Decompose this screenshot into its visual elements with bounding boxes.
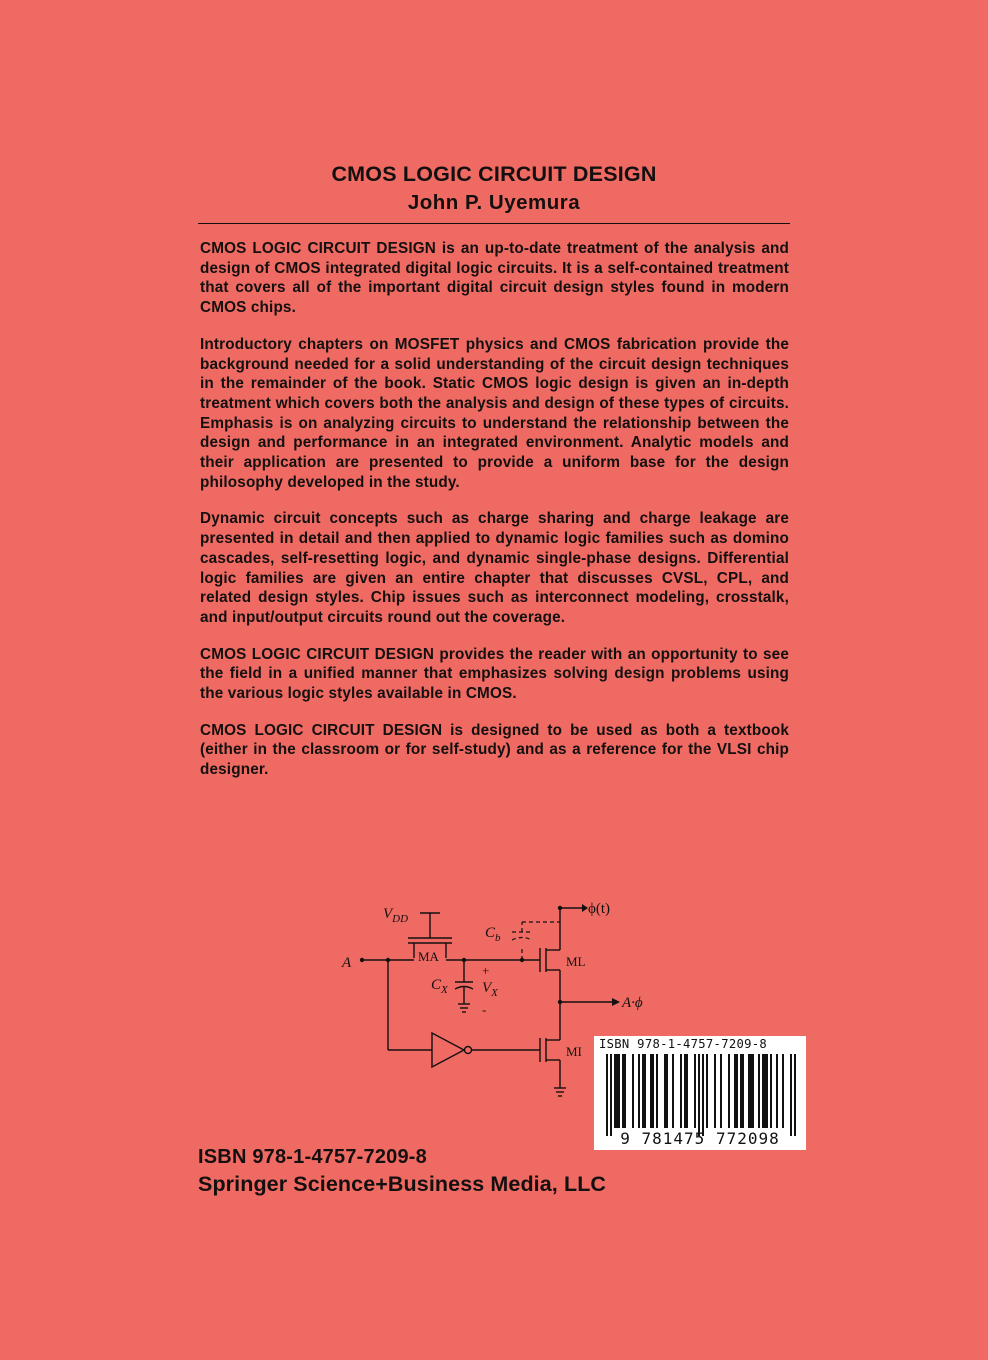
barcode-bar: [686, 1054, 688, 1128]
input-a-label: A: [342, 955, 352, 971]
barcode-bar: [734, 1054, 736, 1128]
barcode-bar: [782, 1054, 784, 1128]
barcode-bar: [702, 1054, 704, 1136]
barcode-bar: [666, 1054, 668, 1128]
barcode-bar: [638, 1054, 640, 1128]
description-paragraph: CMOS LOGIC CIRCUIT DESIGN is designed to be used as both a textbook (either in the classroom or for self-study) and as a reference for the VLSI chip designer.: [200, 721, 789, 779]
footer-isbn: ISBN 978-1-4757-7209-8: [198, 1146, 427, 1168]
barcode-bar: [684, 1054, 686, 1128]
barcode-bar: [720, 1054, 722, 1128]
barcode-bar: [610, 1054, 612, 1136]
barcode-bar: [664, 1054, 666, 1128]
output-label: A·ϕ: [622, 995, 643, 1011]
barcode-bar: [606, 1054, 608, 1136]
barcode-isbn-text: ISBN 978-1-4757-7209-8: [599, 1037, 768, 1051]
barcode-bar: [632, 1054, 634, 1128]
barcode-bar: [748, 1054, 750, 1128]
vdd-label: $V_{DD}$: [383, 906, 409, 925]
publisher: Springer Science+Business Media, LLC: [198, 1172, 607, 1196]
book-title: CMOS LOGIC CIRCUIT DESIGN: [331, 162, 657, 186]
barcode-bar: [776, 1054, 778, 1128]
barcode-bar: [642, 1054, 644, 1128]
barcode-bar: [656, 1054, 658, 1128]
barcode-bar: [770, 1054, 772, 1128]
vx-plus: +: [482, 963, 490, 978]
barcode-bar: [794, 1054, 796, 1136]
barcode-bar: [616, 1054, 618, 1128]
circuit-diagram: [330, 895, 643, 1105]
barcode-bar: [652, 1054, 654, 1128]
barcode-bar: [742, 1054, 744, 1128]
barcode-bar: [624, 1054, 626, 1128]
barcode-bar: [752, 1054, 754, 1128]
description-paragraph: Introductory chapters on MOSFET physics and CMOS fabrication provide the background needed for a solid understanding of the circuit design techniques in the remainder of the book. Static CMOS logic design is given an in-depth treatment which covers both the analysis and design of these types of circuits. Emphasis is on analyzing circuits to understand the relationship between the design and performance in an integrated environment. Analytic models and their application are presented to provide a uniform base for the design philosophy developed in the study.: [200, 335, 789, 491]
barcode-bar: [706, 1054, 708, 1128]
mi-label: MI: [566, 1044, 582, 1059]
barcode-bar: [618, 1054, 620, 1128]
vx-label: $V_X$: [482, 980, 498, 999]
barcode-bar: [614, 1054, 616, 1128]
barcode-digits: 9 781475 772098: [620, 1129, 780, 1148]
barcode-bar: [766, 1054, 768, 1128]
ml-label: ML: [566, 954, 586, 969]
barcode-bar: [622, 1054, 624, 1128]
barcode-bar: [740, 1054, 742, 1128]
title-divider: [198, 223, 790, 224]
cx-label: $C_X$: [431, 977, 448, 996]
barcode-bar: [728, 1054, 730, 1128]
ma-label: MA: [418, 949, 439, 964]
barcode-bar: [750, 1054, 752, 1128]
barcode-bar: [680, 1054, 682, 1128]
barcode-bar: [764, 1054, 766, 1128]
barcode-bar: [762, 1054, 764, 1128]
barcode-bar: [790, 1054, 792, 1136]
barcode-bar: [694, 1054, 696, 1128]
barcode-bar: [714, 1054, 716, 1128]
phi-t-label: ϕ(t): [588, 901, 611, 917]
book-author: John P. Uyemura: [407, 191, 581, 214]
barcode: [594, 1036, 806, 1150]
barcode-bar: [672, 1054, 674, 1128]
barcode-bar: [644, 1054, 646, 1128]
description-paragraph: CMOS LOGIC CIRCUIT DESIGN provides the reader with an opportunity to see the field in a unified manner that emphasizes solving design problems using the various logic styles available in CMOS.: [200, 645, 789, 703]
barcode-bar: [758, 1054, 760, 1128]
description-paragraph: CMOS LOGIC CIRCUIT DESIGN is an up-to-date treatment of the analysis and design of CMOS integrated digital logic circuits. It is a self-contained treatment that covers all of the important digital circuit design styles found in modern CMOS chips.: [200, 240, 789, 317]
barcode-bar: [650, 1054, 652, 1128]
barcode-bar: [698, 1054, 700, 1136]
description: [200, 239, 789, 797]
cb-label: $C_b$: [485, 925, 501, 944]
description-paragraph: Dynamic circuit concepts such as charge sharing and charge leakage are presented in detail and then applied to dynamic logic families such as domino cascades, self-resetting logic, and dynamic single-phase designs. Differential logic families are given an entire chapter that discusses CVSL, CPL, and related design styles. Chip issues such as interconnect modeling, crosstalk, and input/output circuits round out the coverage.: [200, 510, 789, 626]
vx-minus: -: [482, 1002, 487, 1017]
barcode-bar: [736, 1054, 738, 1128]
